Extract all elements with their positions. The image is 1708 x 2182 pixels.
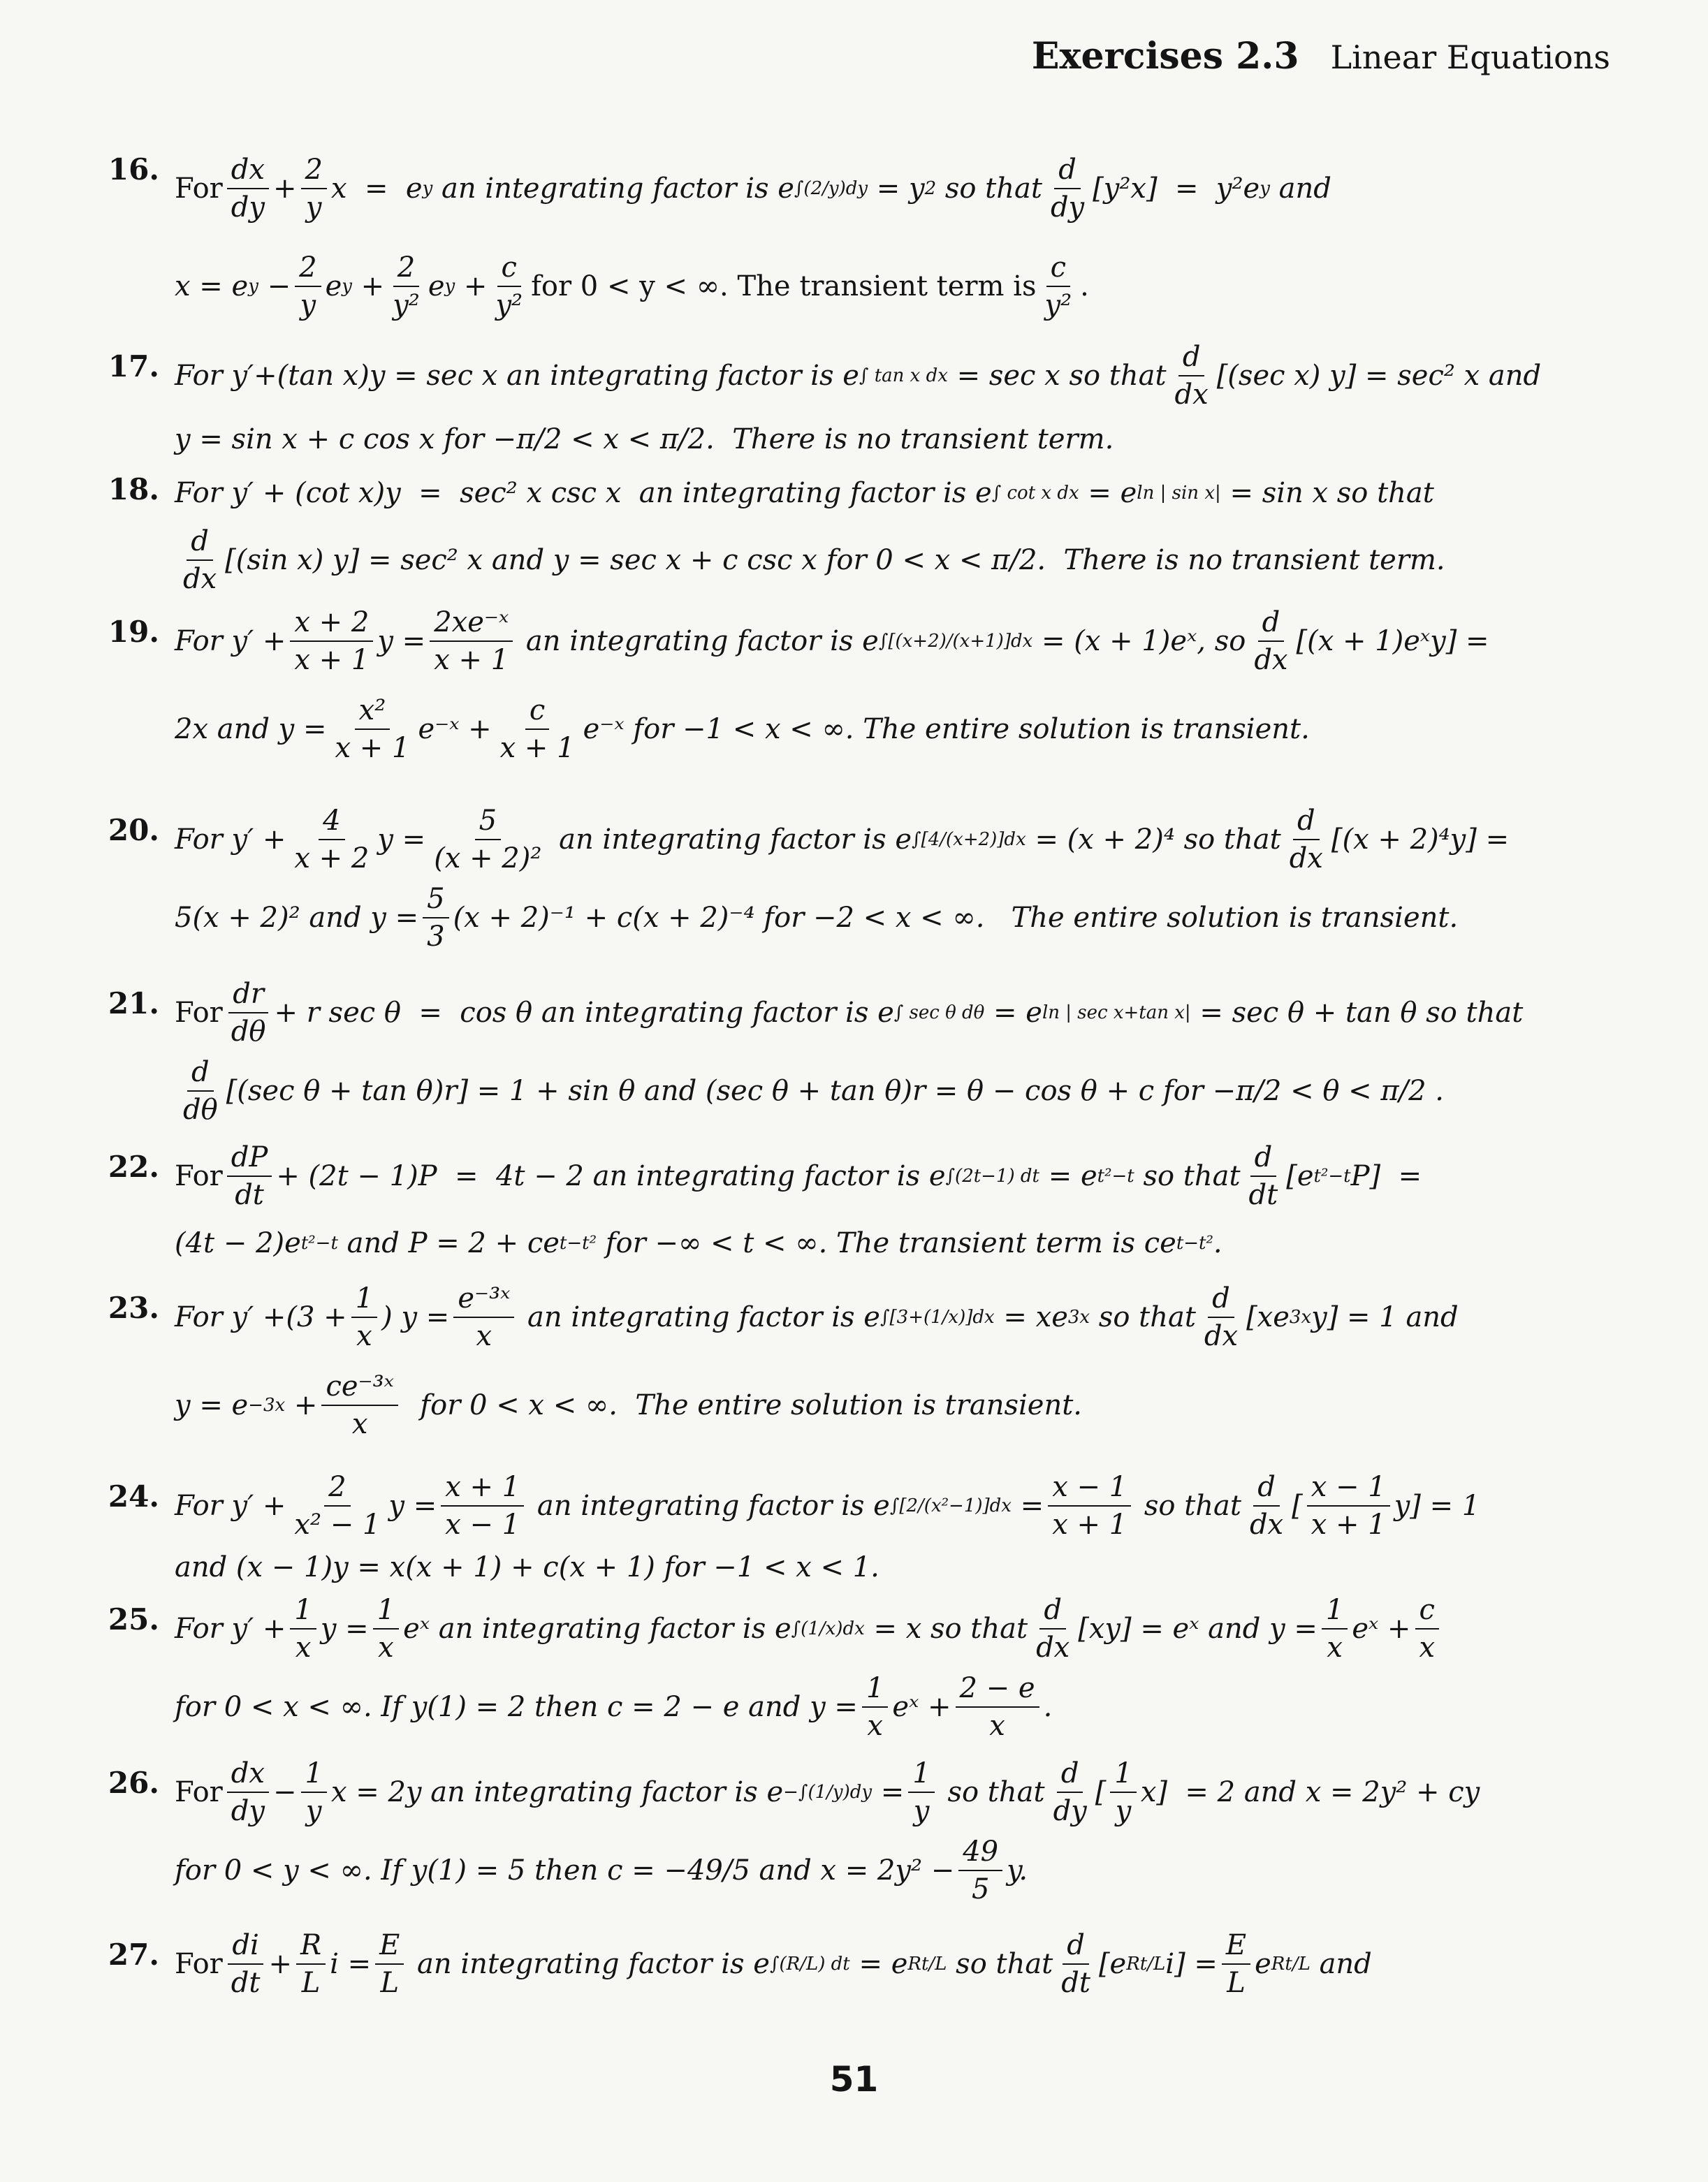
fraction: $\frac{2}{\text{y²}}$ bbox=[393, 251, 420, 321]
exercise-18 bbox=[105, 465, 1631, 599]
exercise-line: 24. For y′ + $\frac{2}{\text{x² − 1}}$ y = $\frac{x + 1}{x - 1}$ an integrating factor is e ∫[2/(x²−1)]dx = $\frac{x - 1}{x + 1}$ so that $\frac{d}{dx}$ [ $\frac{x - 1}{x + 1}$ y] = 1 bbox=[105, 1467, 1631, 1545]
fraction: $\frac{d}{dx}$ bbox=[1204, 1282, 1239, 1352]
exercise-line: 18. For y′ + (cot x)y = sec² x csc x an integrating factor is e ∫ cot x dx = e ln | sin x| = sin x so that bbox=[105, 465, 1631, 521]
fraction: $\frac{R}{L}$ bbox=[296, 1931, 326, 1997]
exercise-22 bbox=[105, 1137, 1631, 1271]
exercise-number: 26. bbox=[108, 1766, 159, 1800]
exercise-line: 20. For y′ + $\frac{4}{x + 2}$ y = $\frac{5}{\text{(x + 2)²}}$ an integrating factor is e ∫[4/(x+2)]dx = (x + 2)⁴ so that $\frac{d}{dx}$ [(x + 2)⁴y] = bbox=[105, 800, 1631, 879]
section-number: Exercises 2.3 bbox=[1031, 35, 1299, 78]
exercise-line: $\frac{d}{dx}$ [(sin x) y] = sec² x and y = sec x + c csc x for 0 < x < π/2. There is no transient term. bbox=[105, 521, 1631, 599]
fraction: $\frac{x - 1}{x + 1}$ bbox=[1048, 1473, 1131, 1539]
page-number: 51 bbox=[829, 2059, 879, 2100]
exercise-line: 19. For y′ + $\frac{x + 2}{x + 1}$ y = $\frac{\text{2xe⁻ˣ}}{x + 1}$ an integrating factor is e ∫[(x+2)/(x+1)]dx = (x + 1)eˣ, so $\frac{d}{dx}$ [(x + 1)eˣy] = bbox=[105, 602, 1631, 680]
exercise-number: 22. bbox=[108, 1150, 159, 1184]
exercise-number: 24. bbox=[108, 1479, 159, 1514]
fraction: $\frac{\text{x²}}{x + 1}$ bbox=[335, 694, 410, 764]
fraction: $\frac{\text{2xe⁻ˣ}}{x + 1}$ bbox=[430, 608, 513, 674]
exercise-17 bbox=[105, 337, 1631, 464]
fraction: $\frac{2}{y}$ bbox=[295, 254, 321, 319]
fraction: $\frac{d}{dy}$ bbox=[1053, 1757, 1087, 1827]
exercise-line: 16. For $\frac{dx}{dy}$ + $\frac{2}{y}$ x = e y an integrating factor is e ∫(2/y)dy = y 2 so that $\frac{d}{dy}$ [y²x] = y²e y and bbox=[105, 140, 1631, 237]
fraction: $\frac{d}{d\theta}$ bbox=[183, 1056, 218, 1126]
exercise-line: for 0 < y < ∞. If y(1) = 5 then c = −49/5 and x = 2y² − $\frac{49}{5}$ y. bbox=[175, 1836, 1028, 1905]
fraction: $\frac{1}{x}$ bbox=[862, 1674, 888, 1740]
exercise-16 bbox=[105, 140, 1631, 335]
fraction: $\frac{di}{dt}$ bbox=[227, 1931, 265, 1997]
exercise-number: 18. bbox=[108, 472, 159, 506]
fraction: $\frac{c}{\text{y²}}$ bbox=[1044, 251, 1072, 321]
fraction: $\frac{x - 1}{x + 1}$ bbox=[1307, 1473, 1390, 1539]
fraction: $\frac{c}{x + 1}$ bbox=[499, 694, 575, 764]
fraction: $\frac{d}{dx}$ bbox=[1036, 1594, 1070, 1664]
exercise-line: for 0 < x < ∞. If y(1) = 2 then c = 2 − e and y = $\frac{1}{x}$ eˣ + $\frac{2 - e}{x}$ . bbox=[175, 1672, 1053, 1742]
exercise-27 bbox=[105, 1925, 1631, 2003]
fraction: $\frac{1}{x}$ bbox=[373, 1596, 399, 1662]
fraction: $\frac{d}{dx}$ bbox=[1254, 606, 1288, 676]
fraction: $\frac{\text{ce⁻³ˣ}}{x}$ bbox=[321, 1372, 397, 1438]
exercise-line: (4t − 2)e t²−t and P = 2 + ce t−t² for −∞ < t < ∞. The transient term is ce t−t² . bbox=[175, 1227, 1222, 1259]
running-header bbox=[1032, 35, 1610, 78]
fraction: $\frac{x + 2}{x + 1}$ bbox=[290, 608, 373, 674]
fraction: $\frac{49}{5}$ bbox=[958, 1838, 1002, 1903]
fraction: $\frac{2 - e}{x}$ bbox=[956, 1674, 1039, 1740]
exercise-line: 2x and y = $\frac{\text{x²}}{x + 1}$ e⁻ˣ + $\frac{c}{x + 1}$ e⁻ˣ for −1 < x < ∞. The entire solution is transient. bbox=[175, 694, 1310, 764]
exercise-number: 23. bbox=[108, 1291, 159, 1325]
exercise-number: 17. bbox=[108, 349, 159, 383]
fraction: $\frac{d}{dx}$ bbox=[183, 525, 217, 595]
exercise-line: 5(x + 2)² and y = $\frac{5}{3}$ (x + 2)⁻¹ + c(x + 2)⁻⁴ for −2 < x < ∞. The entire solution is transient. bbox=[175, 883, 1459, 953]
fraction: $\frac{1}{x}$ bbox=[1322, 1596, 1348, 1662]
fraction: $\frac{1}{y}$ bbox=[1110, 1759, 1136, 1825]
fraction: $\frac{c}{\text{y²}}$ bbox=[495, 251, 523, 321]
exercise-line: x = e y − $\frac{2}{y}$ e y + $\frac{2}{\text{y²}}$ e y + $\frac{c}{\text{y²}}$ for 0 < y < ∞. The transient term is $\frac{c}{\text{y²}}$ . bbox=[175, 251, 1089, 321]
fraction: $\frac{E}{L}$ bbox=[375, 1931, 404, 1997]
fraction: $\frac{dP}{dt}$ bbox=[227, 1143, 272, 1209]
exercise-line: 25. For y′ + $\frac{1}{x}$ y = $\frac{1}{x}$ eˣ an integrating factor is e ∫(1/x)dx = x so that $\frac{d}{dx}$ [xy] = eˣ and y = $\frac{1}{x}$ eˣ + $\frac{c}{x}$ bbox=[105, 1590, 1631, 1668]
fraction: $\frac{d}{dx}$ bbox=[1249, 1471, 1284, 1541]
exercise-line: 26. For $\frac{dx}{dy}$ − $\frac{1}{y}$ x = 2y an integrating factor is e −∫(1/y)dy = $\frac{1}{y}$ so that $\frac{d}{dy}$ [ $\frac{1}{y}$ x] = 2 and x = 2y² + cy bbox=[105, 1753, 1631, 1831]
fraction: $\frac{2}{\text{x² − 1}}$ bbox=[294, 1471, 381, 1541]
fraction: $\frac{\text{e⁻³ˣ}}{x}$ bbox=[453, 1284, 514, 1350]
exercise-25 bbox=[105, 1590, 1631, 1746]
exercise-21 bbox=[105, 974, 1631, 1130]
exercise-number: 20. bbox=[108, 813, 159, 847]
fraction: $\frac{4}{x + 2}$ bbox=[294, 805, 370, 874]
exercise-number: 25. bbox=[108, 1602, 159, 1636]
fraction: $\frac{d}{dx}$ bbox=[1174, 341, 1209, 411]
fraction: $\frac{d}{dy}$ bbox=[1050, 154, 1085, 224]
fraction: $\frac{2}{y}$ bbox=[301, 156, 327, 221]
exercise-line: 27. For $\frac{di}{dt}$ + $\frac{R}{L}$ i = $\frac{E}{L}$ an integrating factor is e ∫(R/L) dt = e Rt/L so that $\frac{d}{dt}$ [e Rt/L i] = $\frac{E}{L}$ e Rt/L and bbox=[105, 1925, 1631, 2003]
fraction: $\frac{dr}{d\theta}$ bbox=[227, 980, 270, 1046]
fraction: $\frac{d}{dt}$ bbox=[1061, 1929, 1090, 1999]
fraction: $\frac{1}{x}$ bbox=[290, 1596, 316, 1662]
fraction: $\frac{c}{x}$ bbox=[1415, 1596, 1439, 1662]
section-title: Linear Equations bbox=[1330, 38, 1610, 76]
fraction: $\frac{d}{dt}$ bbox=[1248, 1141, 1278, 1211]
exercise-number: 27. bbox=[108, 1938, 159, 1972]
fraction: $\frac{5}{3}$ bbox=[423, 885, 448, 951]
fraction: $\frac{1}{x}$ bbox=[351, 1284, 377, 1350]
exercise-line: 17. For y′+(tan x)y = sec x an integrating factor is e ∫ tan x dx = sec x so that $\frac{d}{dx}$ [(sec x) y] = sec² x and bbox=[105, 337, 1631, 415]
exercise-line: and (x − 1)y = x(x + 1) + c(x + 1) for −1 < x < 1. bbox=[175, 1551, 879, 1583]
exercise-20 bbox=[105, 800, 1631, 957]
exercise-line: y = e −3x + $\frac{\text{ce⁻³ˣ}}{x}$ for 0 < x < ∞. The entire solution is transient. bbox=[175, 1370, 1082, 1440]
exercise-line: y = sin x + c cos x for −π/2 < x < π/2. There is no transient term. bbox=[175, 423, 1114, 455]
exercise-19 bbox=[105, 602, 1631, 778]
fraction: $\frac{E}{L}$ bbox=[1222, 1931, 1250, 1997]
exercise-23 bbox=[105, 1278, 1631, 1454]
exercise-24 bbox=[105, 1467, 1631, 1590]
exercise-number: 19. bbox=[108, 615, 159, 649]
fraction: $\frac{1}{y}$ bbox=[908, 1759, 934, 1825]
exercise-26 bbox=[105, 1753, 1631, 1910]
exercise-line: $\frac{d}{d\theta}$ [(sec θ + tan θ)r] = 1 + sin θ and (sec θ + tan θ)r = θ − cos θ + c for −π/2 < θ < π/2 . bbox=[105, 1052, 1631, 1130]
exercise-line: 22. For $\frac{dP}{dt}$ + (2t − 1)P = 4t − 2 an integrating factor is e ∫(2t−1) dt = e t²−t so that $\frac{d}{dt}$ [e t²−t P] = bbox=[105, 1137, 1631, 1215]
fraction: $\frac{d}{dx}$ bbox=[1289, 805, 1323, 874]
fraction: $\frac{dx}{dy}$ bbox=[227, 156, 269, 221]
exercise-number: 21. bbox=[108, 986, 159, 1020]
fraction: $\frac{x + 1}{x - 1}$ bbox=[441, 1473, 524, 1539]
exercise-line: 21. For $\frac{dr}{d\theta}$ + r sec θ = cos θ an integrating factor is e ∫ sec θ dθ = e ln | sec x+tan x| = sec θ + tan θ so that bbox=[105, 974, 1631, 1052]
fraction: $\frac{dx}{dy}$ bbox=[227, 1759, 269, 1825]
exercise-line: 23. For y′ + (3 + $\frac{1}{x}$ ) y = $\frac{\text{e⁻³ˣ}}{x}$ an integrating factor is e ∫[3+(1/x)]dx = xe 3x so that $\frac{d}{dx}$ [xe 3x y] = 1 and bbox=[105, 1278, 1631, 1356]
fraction: $\frac{1}{y}$ bbox=[301, 1759, 327, 1825]
fraction: $\frac{5}{\text{(x + 2)²}}$ bbox=[434, 805, 542, 874]
exercise-number: 16. bbox=[108, 152, 159, 186]
